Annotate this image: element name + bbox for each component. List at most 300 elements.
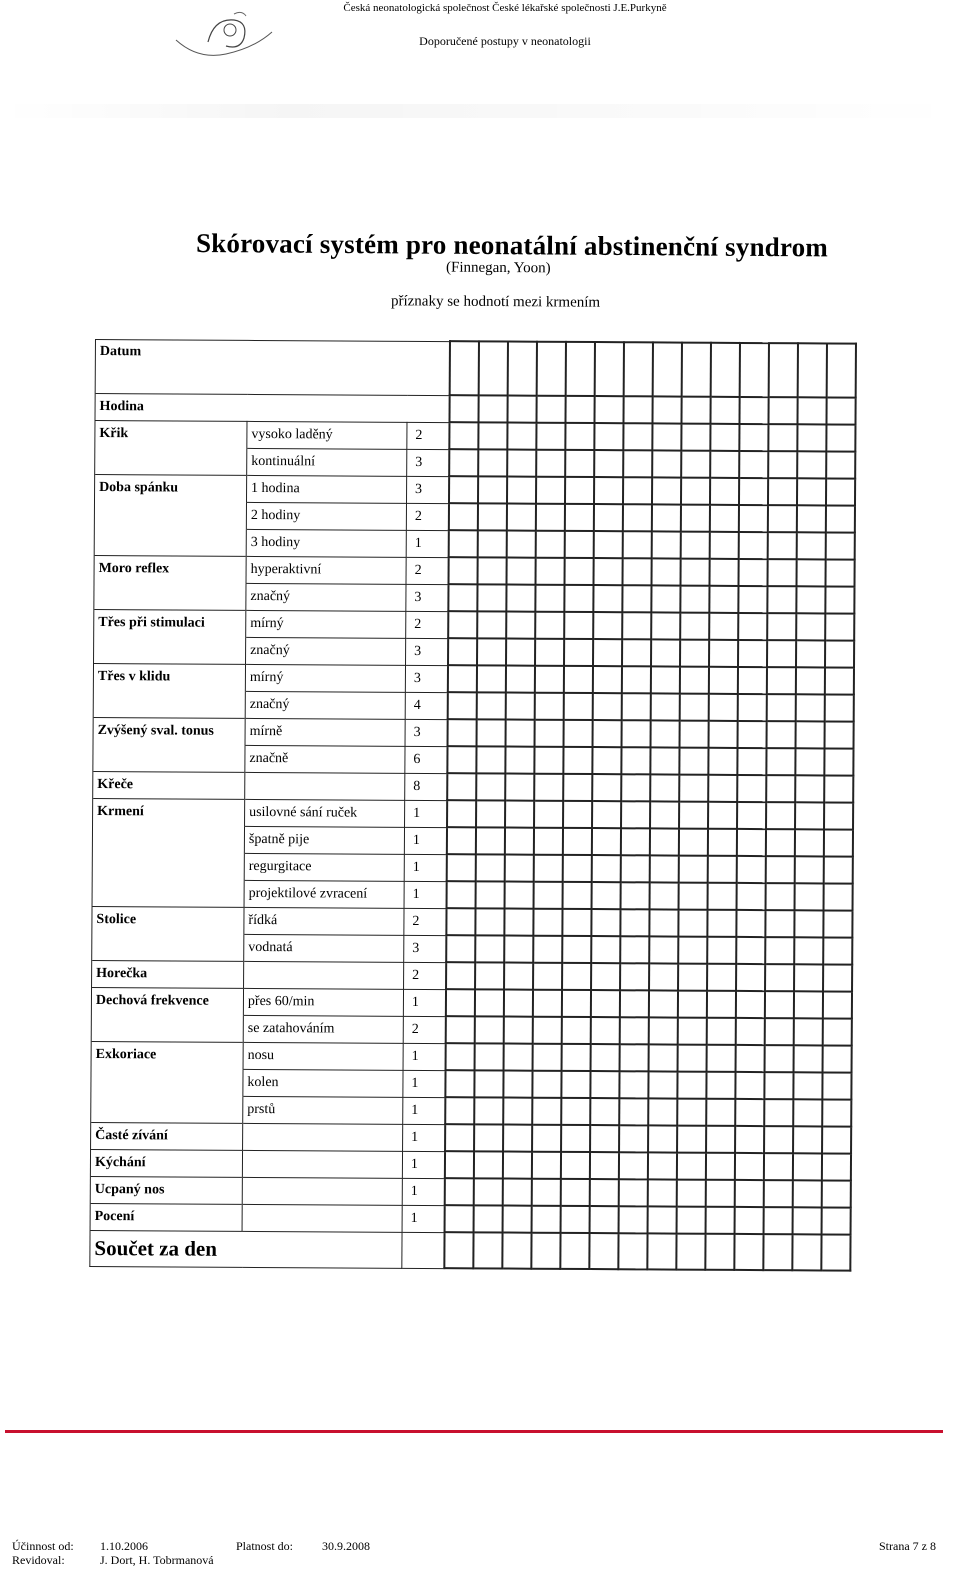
score-entry-cell[interactable] [824, 748, 853, 775]
score-entry-cell[interactable] [826, 397, 855, 424]
score-entry-cell[interactable] [533, 936, 562, 963]
score-entry-cell[interactable] [475, 935, 504, 962]
score-entry-cell[interactable] [680, 640, 709, 667]
score-entry-cell[interactable] [505, 774, 534, 801]
score-entry-cell[interactable] [676, 1180, 705, 1207]
score-entry-cell[interactable] [793, 1018, 822, 1045]
score-entry-cell[interactable] [705, 1207, 734, 1234]
score-entry-cell[interactable] [560, 1233, 589, 1269]
score-entry-cell[interactable] [593, 612, 622, 639]
score-entry-cell[interactable] [507, 396, 536, 423]
score-entry-cell[interactable] [680, 613, 709, 640]
score-entry-cell[interactable] [823, 910, 852, 937]
score-entry-cell[interactable] [445, 1070, 474, 1097]
score-entry-cell[interactable] [531, 1152, 560, 1179]
score-entry-cell[interactable] [619, 1017, 648, 1044]
score-entry-cell[interactable] [623, 450, 652, 477]
score-entry-cell[interactable] [736, 883, 765, 910]
score-entry-cell[interactable] [739, 343, 768, 397]
score-entry-cell[interactable] [678, 964, 707, 991]
score-entry-cell[interactable] [705, 1153, 734, 1180]
score-entry-cell[interactable] [824, 802, 853, 829]
score-entry-cell[interactable] [477, 503, 506, 530]
score-entry-cell[interactable] [591, 936, 620, 963]
score-entry-cell[interactable] [531, 1233, 560, 1269]
score-entry-cell[interactable] [708, 667, 737, 694]
score-entry-cell[interactable] [793, 991, 822, 1018]
score-entry-cell[interactable] [705, 1180, 734, 1207]
score-entry-cell[interactable] [563, 801, 592, 828]
score-entry-cell[interactable] [676, 1153, 705, 1180]
score-entry-cell[interactable] [825, 559, 854, 586]
score-entry-cell[interactable] [562, 936, 591, 963]
score-entry-cell[interactable] [796, 613, 825, 640]
score-entry-cell[interactable] [447, 746, 476, 773]
score-entry-cell[interactable] [735, 1099, 764, 1126]
score-entry-cell[interactable] [506, 531, 535, 558]
score-entry-cell[interactable] [652, 423, 681, 450]
score-entry-cell[interactable] [648, 1125, 677, 1152]
score-entry-cell[interactable] [706, 1072, 735, 1099]
score-entry-cell[interactable] [796, 586, 825, 613]
score-entry-cell[interactable] [476, 746, 505, 773]
score-entry-cell[interactable] [563, 666, 592, 693]
score-entry-cell[interactable] [622, 531, 651, 558]
score-entry-cell[interactable] [707, 937, 736, 964]
score-entry-cell[interactable] [475, 908, 504, 935]
score-entry-cell[interactable] [709, 586, 738, 613]
score-entry-cell[interactable] [534, 693, 563, 720]
score-entry-cell[interactable] [821, 1180, 850, 1207]
score-entry-cell[interactable] [620, 963, 649, 990]
score-entry-cell[interactable] [565, 450, 594, 477]
score-entry-cell[interactable] [473, 1205, 502, 1232]
score-entry-cell[interactable] [768, 343, 797, 397]
score-entry-cell[interactable] [651, 531, 680, 558]
score-entry-cell[interactable] [476, 665, 505, 692]
score-entry-cell[interactable] [504, 828, 533, 855]
score-entry-cell[interactable] [622, 612, 651, 639]
score-entry-cell[interactable] [679, 775, 708, 802]
score-entry-cell[interactable] [503, 1071, 532, 1098]
score-entry-cell[interactable] [478, 449, 507, 476]
score-entry-cell[interactable] [619, 990, 648, 1017]
score-entry-cell[interactable] [649, 882, 678, 909]
score-entry-cell[interactable] [823, 964, 852, 991]
score-entry-cell[interactable] [506, 612, 535, 639]
score-entry-cell[interactable] [650, 801, 679, 828]
score-entry-cell[interactable] [502, 1233, 531, 1269]
score-entry-cell[interactable] [623, 396, 652, 423]
score-entry-cell[interactable] [793, 1126, 822, 1153]
score-entry-cell[interactable] [795, 748, 824, 775]
score-entry-cell[interactable] [708, 748, 737, 775]
score-entry-cell[interactable] [564, 531, 593, 558]
score-entry-cell[interactable] [619, 1098, 648, 1125]
score-entry-cell[interactable] [536, 423, 565, 450]
score-entry-cell[interactable] [792, 1153, 821, 1180]
score-entry-cell[interactable] [649, 963, 678, 990]
score-entry-cell[interactable] [796, 640, 825, 667]
score-entry-cell[interactable] [562, 828, 591, 855]
score-entry-cell[interactable] [505, 693, 534, 720]
score-entry-cell[interactable] [446, 854, 475, 881]
score-entry-cell[interactable] [706, 1045, 735, 1072]
score-entry-cell[interactable] [766, 775, 795, 802]
score-entry-cell[interactable] [765, 883, 794, 910]
score-entry-cell[interactable] [734, 1180, 763, 1207]
score-entry-cell[interactable] [447, 773, 476, 800]
score-entry-cell[interactable] [679, 802, 708, 829]
score-entry-cell[interactable] [564, 585, 593, 612]
score-entry-cell[interactable] [680, 532, 709, 559]
score-entry-cell[interactable] [444, 1232, 473, 1268]
score-entry-cell[interactable] [767, 640, 796, 667]
score-entry-cell[interactable] [767, 613, 796, 640]
score-entry-cell[interactable] [531, 1179, 560, 1206]
score-entry-cell[interactable] [707, 856, 736, 883]
score-entry-cell[interactable] [734, 1234, 763, 1270]
score-entry-cell[interactable] [821, 1207, 850, 1234]
score-entry-cell[interactable] [618, 1179, 647, 1206]
score-entry-cell[interactable] [590, 1044, 619, 1071]
score-entry-cell[interactable] [736, 829, 765, 856]
score-entry-cell[interactable] [506, 585, 535, 612]
score-entry-cell[interactable] [710, 478, 739, 505]
score-entry-cell[interactable] [647, 1179, 676, 1206]
score-entry-cell[interactable] [478, 341, 507, 395]
score-entry-cell[interactable] [446, 881, 475, 908]
score-entry-cell[interactable] [477, 530, 506, 557]
score-entry-cell[interactable] [797, 343, 826, 397]
score-entry-cell[interactable] [561, 1071, 590, 1098]
score-entry-cell[interactable] [796, 532, 825, 559]
score-entry-cell[interactable] [475, 854, 504, 881]
score-entry-cell[interactable] [446, 962, 475, 989]
score-entry-cell[interactable] [536, 396, 565, 423]
score-entry-cell[interactable] [592, 747, 621, 774]
score-entry-cell[interactable] [563, 720, 592, 747]
score-entry-cell[interactable] [507, 423, 536, 450]
score-entry-cell[interactable] [620, 909, 649, 936]
score-entry-cell[interactable] [507, 342, 536, 396]
score-entry-cell[interactable] [445, 1016, 474, 1043]
score-entry-cell[interactable] [502, 1206, 531, 1233]
score-entry-cell[interactable] [507, 477, 536, 504]
score-entry-cell[interactable] [446, 935, 475, 962]
score-entry-cell[interactable] [621, 801, 650, 828]
score-entry-cell[interactable] [504, 909, 533, 936]
score-entry-cell[interactable] [765, 829, 794, 856]
score-entry-cell[interactable] [736, 937, 765, 964]
score-entry-cell[interactable] [505, 720, 534, 747]
score-entry-cell[interactable] [678, 883, 707, 910]
score-entry-cell[interactable] [766, 748, 795, 775]
score-entry-cell[interactable] [592, 801, 621, 828]
score-entry-cell[interactable] [448, 503, 477, 530]
score-entry-cell[interactable] [534, 747, 563, 774]
score-entry-cell[interactable] [794, 910, 823, 937]
score-entry-cell[interactable] [531, 1206, 560, 1233]
score-entry-cell[interactable] [709, 505, 738, 532]
score-entry-cell[interactable] [565, 477, 594, 504]
score-entry-cell[interactable] [564, 558, 593, 585]
score-entry-cell[interactable] [767, 505, 796, 532]
score-entry-cell[interactable] [477, 584, 506, 611]
score-entry-cell[interactable] [620, 936, 649, 963]
score-entry-cell[interactable] [681, 478, 710, 505]
score-entry-cell[interactable] [444, 1178, 473, 1205]
score-entry-cell[interactable] [822, 991, 851, 1018]
score-entry-cell[interactable] [706, 1126, 735, 1153]
score-entry-cell[interactable] [824, 721, 853, 748]
score-entry-cell[interactable] [710, 451, 739, 478]
score-entry-cell[interactable] [821, 1153, 850, 1180]
score-entry-cell[interactable] [477, 557, 506, 584]
score-entry-cell[interactable] [737, 775, 766, 802]
score-entry-cell[interactable] [710, 343, 739, 397]
score-entry-cell[interactable] [826, 451, 855, 478]
score-entry-cell[interactable] [618, 1152, 647, 1179]
score-entry-cell[interactable] [765, 937, 794, 964]
score-entry-cell[interactable] [535, 504, 564, 531]
score-entry-cell[interactable] [764, 1126, 793, 1153]
score-entry-cell[interactable] [593, 531, 622, 558]
score-entry-cell[interactable] [648, 1017, 677, 1044]
score-entry-cell[interactable] [766, 721, 795, 748]
score-entry-cell[interactable] [503, 1017, 532, 1044]
score-entry-cell[interactable] [708, 694, 737, 721]
score-entry-cell[interactable] [619, 1071, 648, 1098]
score-entry-cell[interactable] [504, 963, 533, 990]
score-entry-cell[interactable] [533, 882, 562, 909]
score-entry-cell[interactable] [707, 964, 736, 991]
score-entry-cell[interactable] [622, 558, 651, 585]
score-entry-cell[interactable] [824, 694, 853, 721]
score-entry-cell[interactable] [681, 424, 710, 451]
score-entry-cell[interactable] [678, 910, 707, 937]
score-entry-cell[interactable] [768, 424, 797, 451]
score-entry-cell[interactable] [738, 559, 767, 586]
score-entry-cell[interactable] [650, 747, 679, 774]
score-entry-cell[interactable] [709, 640, 738, 667]
score-entry-cell[interactable] [532, 1071, 561, 1098]
score-entry-cell[interactable] [797, 397, 826, 424]
score-entry-cell[interactable] [504, 936, 533, 963]
score-entry-cell[interactable] [794, 829, 823, 856]
score-entry-cell[interactable] [561, 1017, 590, 1044]
score-entry-cell[interactable] [505, 666, 534, 693]
score-entry-cell[interactable] [562, 855, 591, 882]
score-entry-cell[interactable] [826, 478, 855, 505]
score-entry-cell[interactable] [767, 559, 796, 586]
score-entry-cell[interactable] [768, 478, 797, 505]
score-entry-cell[interactable] [707, 910, 736, 937]
score-entry-cell[interactable] [678, 829, 707, 856]
score-entry-cell[interactable] [474, 1016, 503, 1043]
score-entry-cell[interactable] [739, 424, 768, 451]
score-entry-cell[interactable] [825, 505, 854, 532]
score-entry-cell[interactable] [822, 1018, 851, 1045]
score-entry-cell[interactable] [825, 640, 854, 667]
score-entry-cell[interactable] [448, 530, 477, 557]
score-entry-cell[interactable] [445, 1043, 474, 1070]
score-entry-cell[interactable] [705, 1234, 734, 1270]
score-entry-cell[interactable] [589, 1179, 618, 1206]
score-entry-cell[interactable] [739, 397, 768, 424]
score-entry-cell[interactable] [593, 585, 622, 612]
score-entry-cell[interactable] [648, 1044, 677, 1071]
score-entry-cell[interactable] [763, 1180, 792, 1207]
score-entry-cell[interactable] [681, 343, 710, 397]
score-entry-cell[interactable] [679, 694, 708, 721]
score-entry-cell[interactable] [766, 802, 795, 829]
score-entry-cell[interactable] [822, 1099, 851, 1126]
score-entry-cell[interactable] [766, 667, 795, 694]
score-entry-cell[interactable] [619, 1044, 648, 1071]
score-entry-cell[interactable] [676, 1234, 705, 1270]
score-entry-cell[interactable] [536, 477, 565, 504]
score-entry-cell[interactable] [793, 1045, 822, 1072]
score-entry-cell[interactable] [590, 1098, 619, 1125]
score-entry-cell[interactable] [823, 937, 852, 964]
score-entry-cell[interactable] [591, 882, 620, 909]
score-entry-cell[interactable] [708, 775, 737, 802]
score-entry-cell[interactable] [764, 1072, 793, 1099]
score-entry-cell[interactable] [739, 451, 768, 478]
score-entry-cell[interactable] [477, 638, 506, 665]
score-entry-cell[interactable] [736, 910, 765, 937]
score-entry-cell[interactable] [620, 828, 649, 855]
score-entry-cell[interactable] [797, 451, 826, 478]
score-entry-cell[interactable] [737, 802, 766, 829]
score-entry-cell[interactable] [532, 1044, 561, 1071]
score-entry-cell[interactable] [709, 613, 738, 640]
score-entry-cell[interactable] [476, 692, 505, 719]
score-entry-cell[interactable] [792, 1234, 821, 1270]
score-entry-cell[interactable] [535, 639, 564, 666]
score-entry-cell[interactable] [478, 476, 507, 503]
score-entry-cell[interactable] [651, 504, 680, 531]
score-entry-cell[interactable] [650, 720, 679, 747]
score-entry-cell[interactable] [562, 882, 591, 909]
score-entry-cell[interactable] [594, 342, 623, 396]
score-entry-cell[interactable] [594, 450, 623, 477]
score-entry-cell[interactable] [735, 1018, 764, 1045]
score-entry-cell[interactable] [651, 585, 680, 612]
score-entry-cell[interactable] [710, 424, 739, 451]
score-entry-cell[interactable] [561, 990, 590, 1017]
score-entry-cell[interactable] [708, 802, 737, 829]
score-entry-cell[interactable] [737, 748, 766, 775]
score-entry-cell[interactable] [478, 395, 507, 422]
score-entry-cell[interactable] [792, 1180, 821, 1207]
score-entry-cell[interactable] [590, 1125, 619, 1152]
score-entry-cell[interactable] [677, 1072, 706, 1099]
score-entry-cell[interactable] [507, 450, 536, 477]
score-entry-cell[interactable] [736, 964, 765, 991]
score-entry-cell[interactable] [448, 557, 477, 584]
score-entry-cell[interactable] [795, 694, 824, 721]
score-entry-cell[interactable] [649, 909, 678, 936]
score-entry-cell[interactable] [589, 1206, 618, 1233]
score-entry-cell[interactable] [678, 937, 707, 964]
score-entry-cell[interactable] [796, 559, 825, 586]
score-entry-cell[interactable] [619, 1125, 648, 1152]
score-entry-cell[interactable] [448, 611, 477, 638]
score-entry-cell[interactable] [564, 504, 593, 531]
score-entry-cell[interactable] [825, 532, 854, 559]
score-entry-cell[interactable] [475, 962, 504, 989]
score-entry-cell[interactable] [652, 396, 681, 423]
score-entry-cell[interactable] [476, 719, 505, 746]
score-entry-cell[interactable] [677, 991, 706, 1018]
score-entry-cell[interactable] [561, 1044, 590, 1071]
score-entry-cell[interactable] [794, 856, 823, 883]
score-entry-cell[interactable] [822, 1126, 851, 1153]
score-entry-cell[interactable] [504, 855, 533, 882]
score-entry-cell[interactable] [735, 1126, 764, 1153]
score-entry-cell[interactable] [503, 1125, 532, 1152]
score-entry-cell[interactable] [536, 450, 565, 477]
score-entry-cell[interactable] [532, 1017, 561, 1044]
score-entry-cell[interactable] [736, 856, 765, 883]
score-entry-cell[interactable] [593, 504, 622, 531]
score-entry-cell[interactable] [795, 667, 824, 694]
score-entry-cell[interactable] [706, 1099, 735, 1126]
score-entry-cell[interactable] [565, 342, 594, 396]
score-entry-cell[interactable] [534, 666, 563, 693]
score-entry-cell[interactable] [591, 963, 620, 990]
score-entry-cell[interactable] [648, 1071, 677, 1098]
score-entry-cell[interactable] [825, 586, 854, 613]
score-entry-cell[interactable] [823, 829, 852, 856]
score-entry-cell[interactable] [648, 1098, 677, 1125]
score-entry-cell[interactable] [563, 693, 592, 720]
score-entry-cell[interactable] [651, 558, 680, 585]
score-entry-cell[interactable] [622, 585, 651, 612]
score-entry-cell[interactable] [793, 1072, 822, 1099]
score-entry-cell[interactable] [734, 1153, 763, 1180]
score-entry-cell[interactable] [824, 667, 853, 694]
score-entry-cell[interactable] [592, 666, 621, 693]
score-entry-cell[interactable] [623, 423, 652, 450]
score-entry-cell[interactable] [504, 882, 533, 909]
score-entry-cell[interactable] [503, 990, 532, 1017]
score-entry-cell[interactable] [764, 991, 793, 1018]
score-entry-cell[interactable] [502, 1179, 531, 1206]
score-entry-cell[interactable] [763, 1234, 792, 1270]
score-entry-cell[interactable] [709, 559, 738, 586]
score-entry-cell[interactable] [561, 1125, 590, 1152]
score-entry-cell[interactable] [621, 666, 650, 693]
score-entry-cell[interactable] [445, 1097, 474, 1124]
score-entry-cell[interactable] [592, 693, 621, 720]
score-entry-cell[interactable] [710, 397, 739, 424]
score-entry-cell[interactable] [735, 991, 764, 1018]
score-entry-cell[interactable] [765, 964, 794, 991]
score-entry-cell[interactable] [768, 397, 797, 424]
score-entry-cell[interactable] [592, 774, 621, 801]
score-entry-cell[interactable] [447, 800, 476, 827]
score-entry-cell[interactable] [826, 424, 855, 451]
score-entry-cell[interactable] [532, 990, 561, 1017]
score-entry-cell[interactable] [794, 964, 823, 991]
score-entry-cell[interactable] [822, 1045, 851, 1072]
score-entry-cell[interactable] [446, 908, 475, 935]
score-entry-cell[interactable] [680, 559, 709, 586]
score-entry-cell[interactable] [709, 532, 738, 559]
